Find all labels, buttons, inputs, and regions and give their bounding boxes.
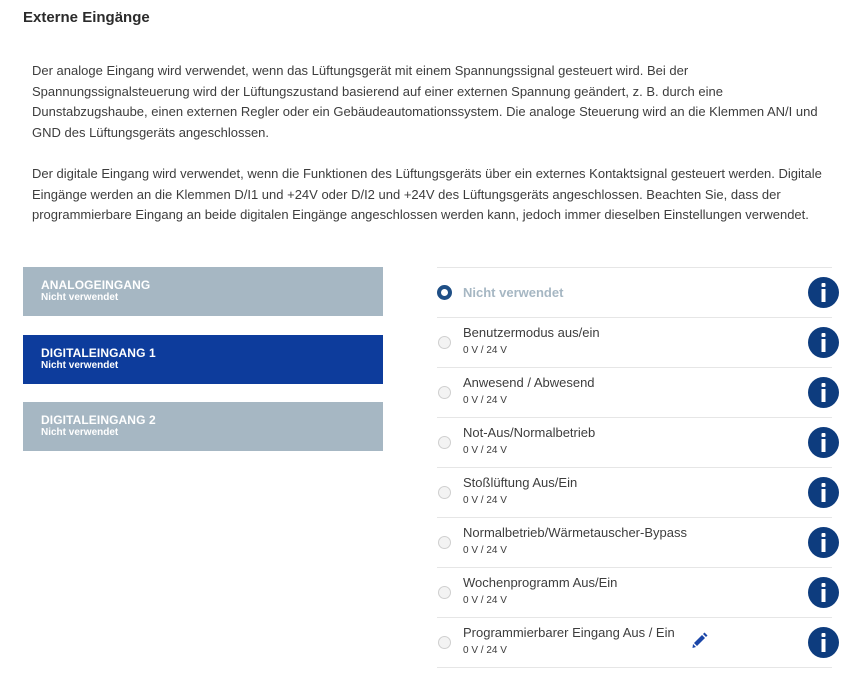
radio-icon[interactable] (438, 636, 451, 649)
radio-icon[interactable] (438, 586, 451, 599)
option-list (437, 267, 832, 668)
info-icon[interactable] (808, 627, 839, 658)
option-voltage: 0 V / 24 V (463, 645, 507, 656)
option-weekly-program[interactable] (437, 568, 832, 618)
info-icon[interactable] (808, 577, 839, 608)
analog-description: Der analoge Eingang wird verwendet, wenn das Lüftungsgerät mit einem Spannungssignal gesteuert wird. Bei der Spannungssignalsteuerung wird der Lüftungszustand basierend auf einer externen Spannung geändert, z. B. durch eine Dunstabzugshaube, einen externen Regler oder ein Gebäudeautomationssystem. Die analoge Steuerung wird an die Klemmen AN/I und GND des Lüftungsgeräts angeschlossen. (32, 63, 818, 140)
tab-analog-input-status: Nicht verwendet (41, 292, 119, 303)
option-voltage: 0 V / 24 V (463, 395, 507, 406)
option-programmable-input[interactable] (437, 618, 832, 668)
info-icon[interactable] (808, 327, 839, 358)
radio-icon[interactable] (438, 486, 451, 499)
option-emergency-stop[interactable] (437, 418, 832, 468)
radio-icon[interactable] (438, 436, 451, 449)
radio-icon[interactable] (437, 285, 452, 300)
tab-analog-input-label: ANALOGEINGANG (41, 278, 151, 292)
option-label: Programmierbarer Eingang Aus / Ein (463, 625, 675, 640)
option-user-mode[interactable] (437, 318, 832, 368)
info-icon[interactable] (808, 527, 839, 558)
tab-digital-input-2[interactable] (23, 402, 383, 451)
radio-icon[interactable] (438, 386, 451, 399)
tab-digital-input-2-status: Nicht verwendet (41, 427, 119, 438)
pencil-icon[interactable] (691, 631, 709, 649)
option-voltage: 0 V / 24 V (463, 495, 507, 506)
tab-analog-input[interactable] (23, 267, 383, 316)
option-label: Nicht verwendet (463, 285, 564, 300)
digital-description: Der digitale Eingang wird verwendet, wenn die Funktionen des Lüftungsgeräts über ein externes Kontaktsignal gesteuert werden. Digitale Eingänge werden an die Klemmen D/I1 und +24V oder D/I2 und +24V des Lüftungsgeräts angeschlossen. Beachten Sie, dass der programmierbare Eingang an beide digitalen Eingänge angeschlossen werden kann, jedoch immer dieselben Einstellungen verwendet. (32, 166, 822, 222)
option-label: Stoßlüftung Aus/Ein (463, 475, 578, 490)
option-label: Anwesend / Abwesend (463, 375, 595, 390)
option-bypass[interactable] (437, 518, 832, 568)
option-voltage: 0 V / 24 V (463, 595, 507, 606)
option-present-absent[interactable] (437, 368, 832, 418)
tab-digital-input-1-status: Nicht verwendet (41, 360, 119, 371)
info-icon[interactable] (808, 377, 839, 408)
radio-icon[interactable] (438, 536, 451, 549)
info-icon[interactable] (808, 477, 839, 508)
info-icon[interactable] (808, 277, 839, 308)
option-not-used[interactable] (437, 268, 832, 318)
option-boost-ventilation[interactable] (437, 468, 832, 518)
tab-digital-input-2-label: DIGITALEINGANG 2 (41, 413, 156, 427)
option-voltage: 0 V / 24 V (463, 345, 507, 356)
radio-icon[interactable] (438, 336, 451, 349)
option-voltage: 0 V / 24 V (463, 545, 507, 556)
tab-digital-input-1[interactable] (23, 335, 383, 384)
option-label: Not-Aus/Normalbetrieb (463, 425, 596, 440)
page-title: Externe Eingänge (23, 9, 150, 26)
option-voltage: 0 V / 24 V (463, 445, 507, 456)
option-label: Benutzermodus aus/ein (463, 325, 600, 340)
option-label: Wochenprogramm Aus/Ein (463, 575, 618, 590)
option-label: Normalbetrieb/Wärmetauscher-Bypass (463, 525, 687, 540)
tab-digital-input-1-label: DIGITALEINGANG 1 (41, 346, 156, 360)
info-icon[interactable] (808, 427, 839, 458)
